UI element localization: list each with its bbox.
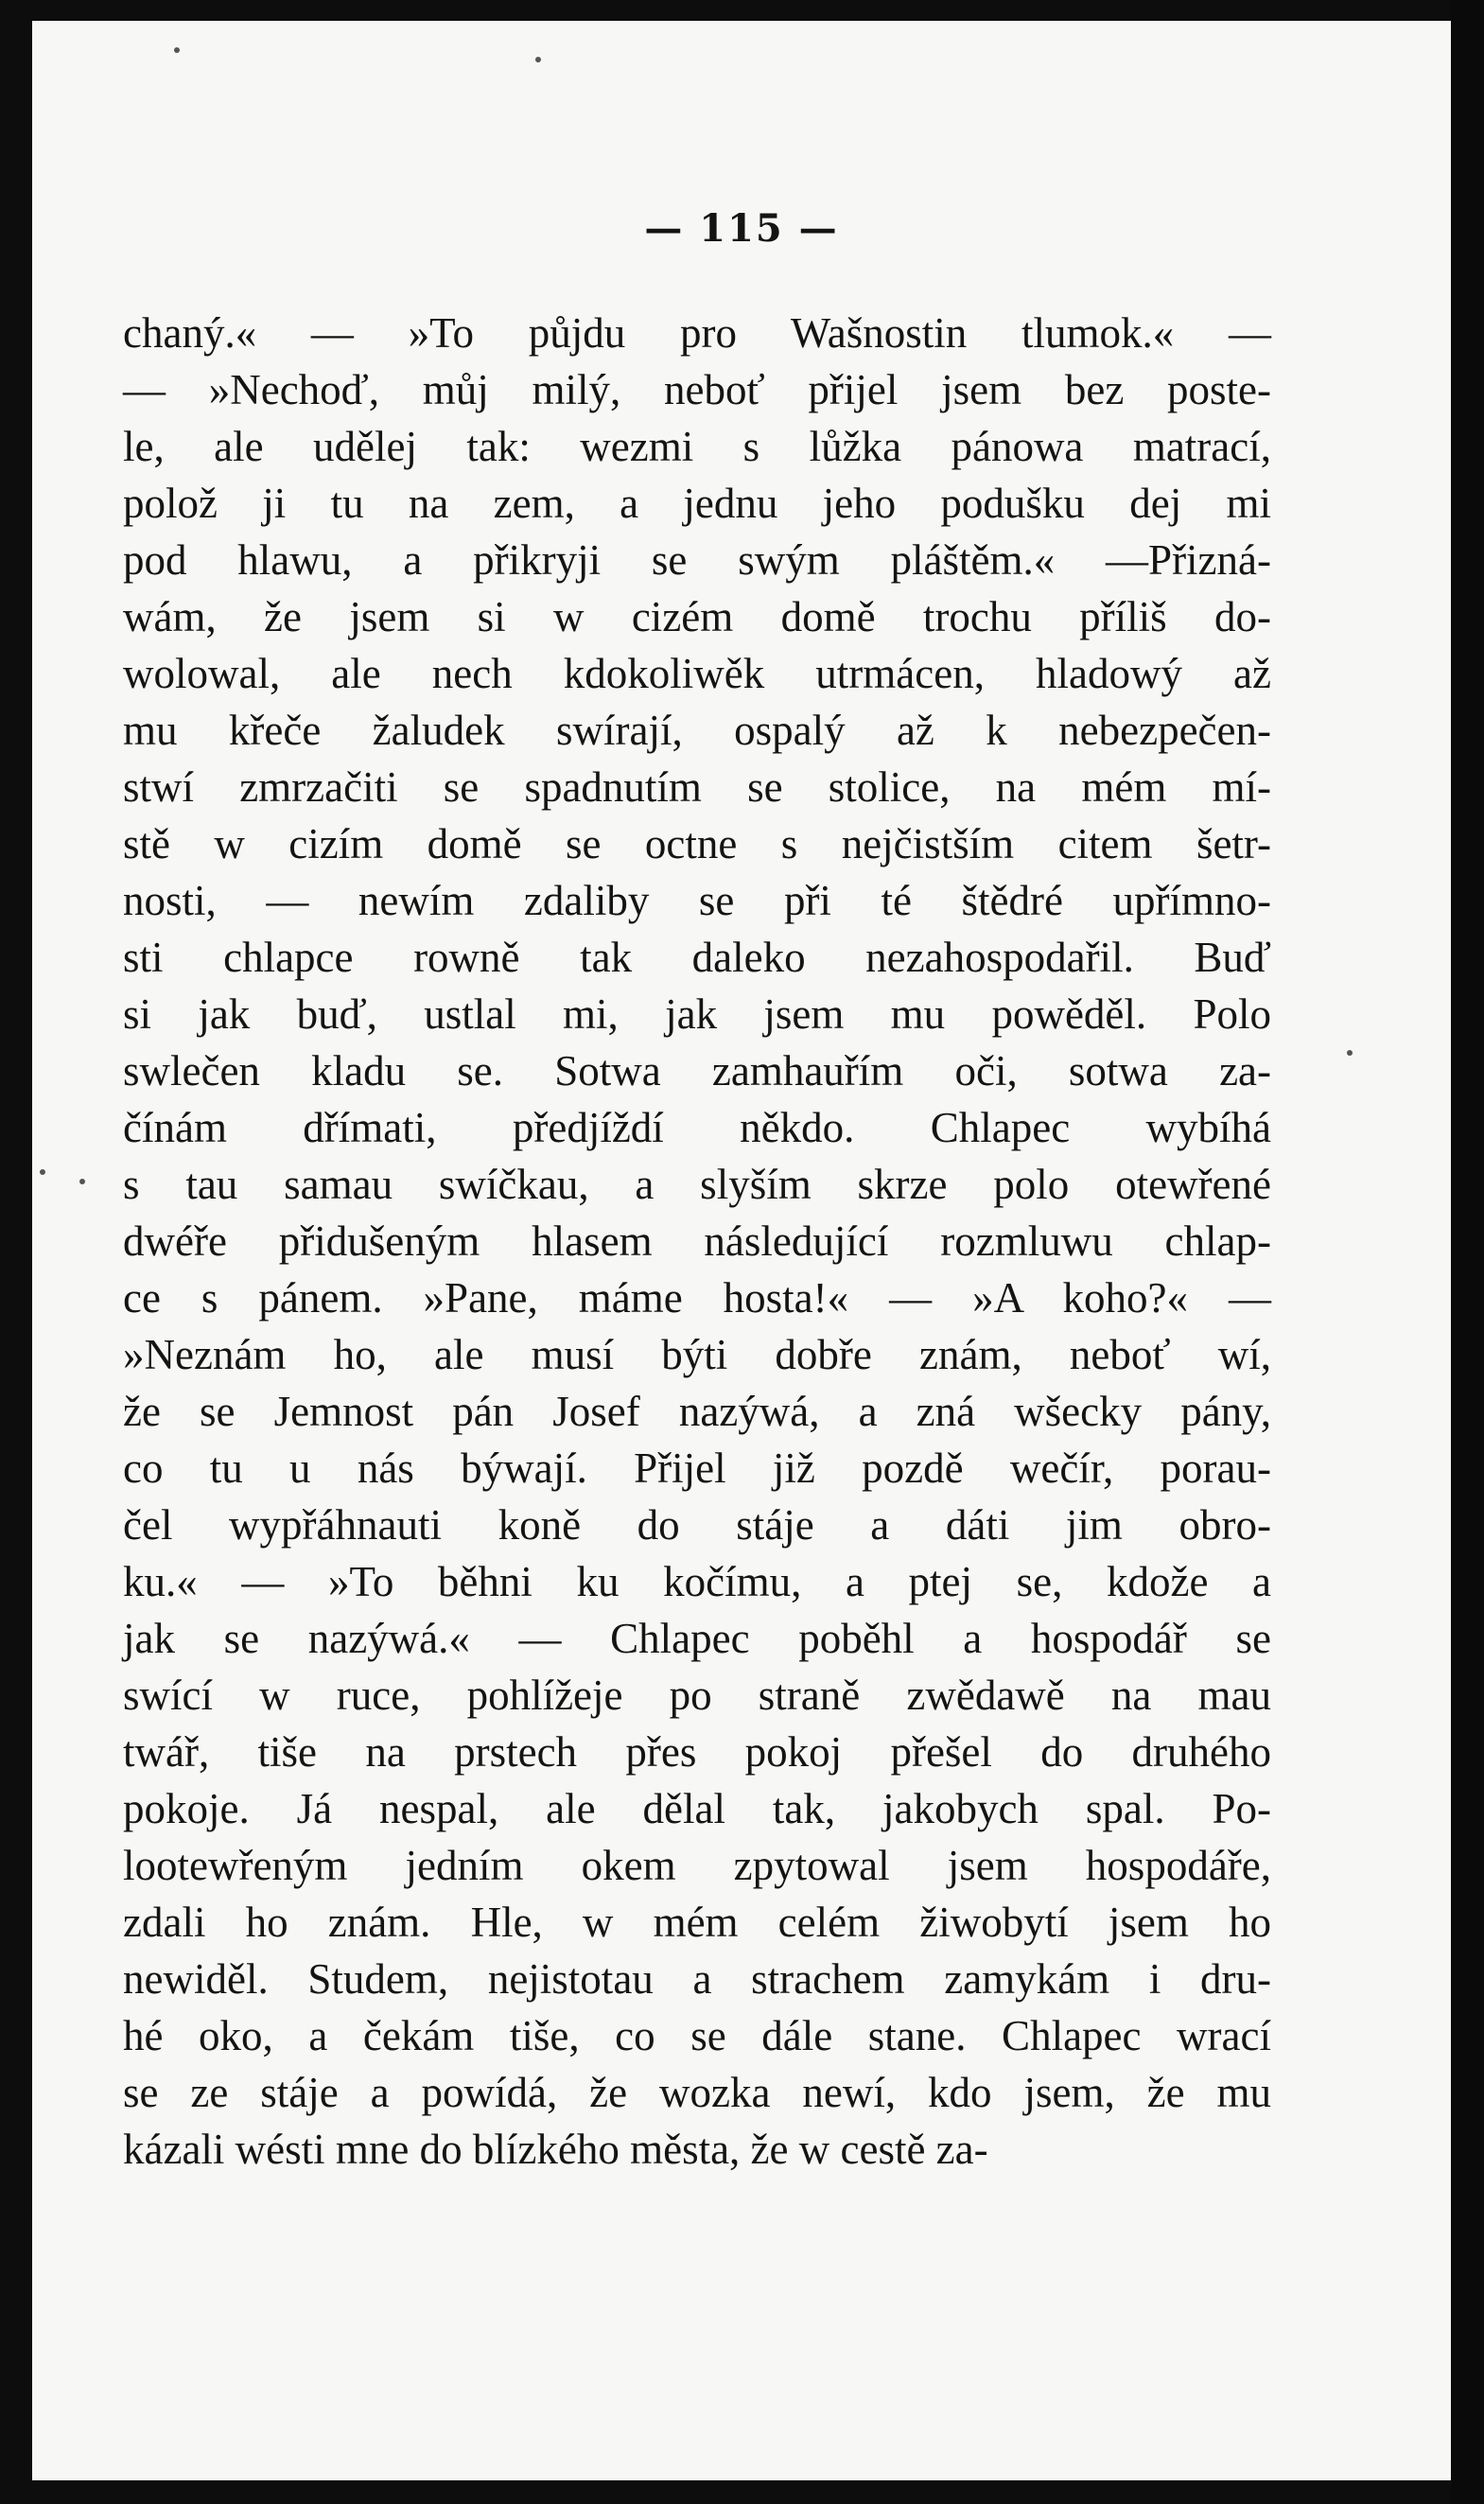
- paper-speck: [535, 57, 541, 62]
- paper-speck: [1347, 1050, 1353, 1056]
- text-line: s tau samau swíčkau, a slyším skrze polo otewřené: [123, 1161, 1271, 1208]
- text-line: pod hlawu, a přikryji se swým pláštěm.« —Přizná-: [123, 536, 1271, 584]
- text-line: pokoje. Já nespal, ale dělal tak, jakobych spal. Po-: [123, 1785, 1271, 1832]
- text-line: stě w cizím domě se octne s nejčistším citem šetr-: [123, 820, 1271, 867]
- paper-speck: [40, 1169, 45, 1175]
- text-line: sti chlapce rowně tak daleko nezahospodařil. Buď: [123, 934, 1271, 981]
- text-line: mu křeče žaludek swírají, ospalý až k nebezpečen-: [123, 707, 1271, 754]
- text-line: — »Nechoď, můj milý, neboť přijel jsem bez poste-: [123, 366, 1271, 413]
- text-line: »Neznám ho, ale musí býti dobře znám, neboť wí,: [123, 1331, 1271, 1378]
- text-line: lootewřeným jedním okem zpytowal jsem hospodáře,: [123, 1842, 1271, 1889]
- text-line: ku.« — »To běhni ku kočímu, a ptej se, kdože a: [123, 1558, 1271, 1605]
- text-line: le, ale udělej tak: wezmi s lůžka pánowa matrací,: [123, 423, 1271, 470]
- text-line: wolowal, ale nech kdokoliwěk utrmácen, hladowý až: [123, 650, 1271, 697]
- text-line: stwí zmrzačiti se spadnutím se stolice, na mém mí-: [123, 763, 1271, 811]
- text-line: polož ji tu na zem, a jednu jeho podušku dej mi: [123, 480, 1271, 527]
- book-page: [32, 21, 1451, 2480]
- text-line: swící w ruce, pohlížeje po straně zwědawě na mau: [123, 1672, 1271, 1719]
- paper-speck: [79, 1179, 85, 1184]
- text-line: čínám dřímati, předjíždí někdo. Chlapec wybíhá: [123, 1104, 1271, 1151]
- text-line: kázali wésti mne do blízkého města, že w cestě za-: [123, 2126, 988, 2173]
- text-line: chaný.« — »To půjdu pro Wašnostin tlumok.« —: [123, 309, 1271, 357]
- page-number: — 115 —: [644, 206, 839, 251]
- paper-speck: [174, 47, 180, 53]
- text-line: se ze stáje a powídá, že wozka newí, kdo jsem, že mu: [123, 2069, 1271, 2116]
- text-line: čel wypřáhnauti koně do stáje a dáti jim obro-: [123, 1501, 1271, 1549]
- text-line: twář, tiše na prstech přes pokoj přešel do druhého: [123, 1728, 1271, 1776]
- text-line: si jak buď, ustlal mi, jak jsem mu powěděl. Polo: [123, 990, 1271, 1038]
- text-line: nosti, — newím zdaliby se při té štědré upřímno-: [123, 877, 1271, 924]
- body-text: [123, 305, 1271, 2178]
- scan-border: [1451, 0, 1484, 2504]
- text-line: že se Jemnost pán Josef nazýwá, a zná wšecky pány,: [123, 1388, 1271, 1435]
- text-line: co tu u nás býwají. Přijel již pozdě wečír, porau-: [123, 1445, 1271, 1492]
- text-line: newiděl. Studem, nejistotau a strachem zamykám i dru-: [123, 1955, 1271, 2003]
- text-line: hé oko, a čekám tiše, co se dále stane. Chlapec wrací: [123, 2012, 1271, 2059]
- text-line: zdali ho znám. Hle, w mém celém žiwobytí jsem ho: [123, 1899, 1271, 1946]
- text-line: dwéře přidušeným hlasem následující rozmluwu chlap-: [123, 1217, 1271, 1265]
- text-line: jak se nazýwá.« — Chlapec poběhl a hospodář se: [123, 1615, 1271, 1662]
- text-line: swlečen kladu se. Sotwa zamhauřím oči, sotwa za-: [123, 1047, 1271, 1094]
- text-line: wám, že jsem si w cizém domě trochu příliš do-: [123, 593, 1271, 640]
- text-line: ce s pánem. »Pane, máme hosta!« — »A koho?« —: [123, 1274, 1271, 1322]
